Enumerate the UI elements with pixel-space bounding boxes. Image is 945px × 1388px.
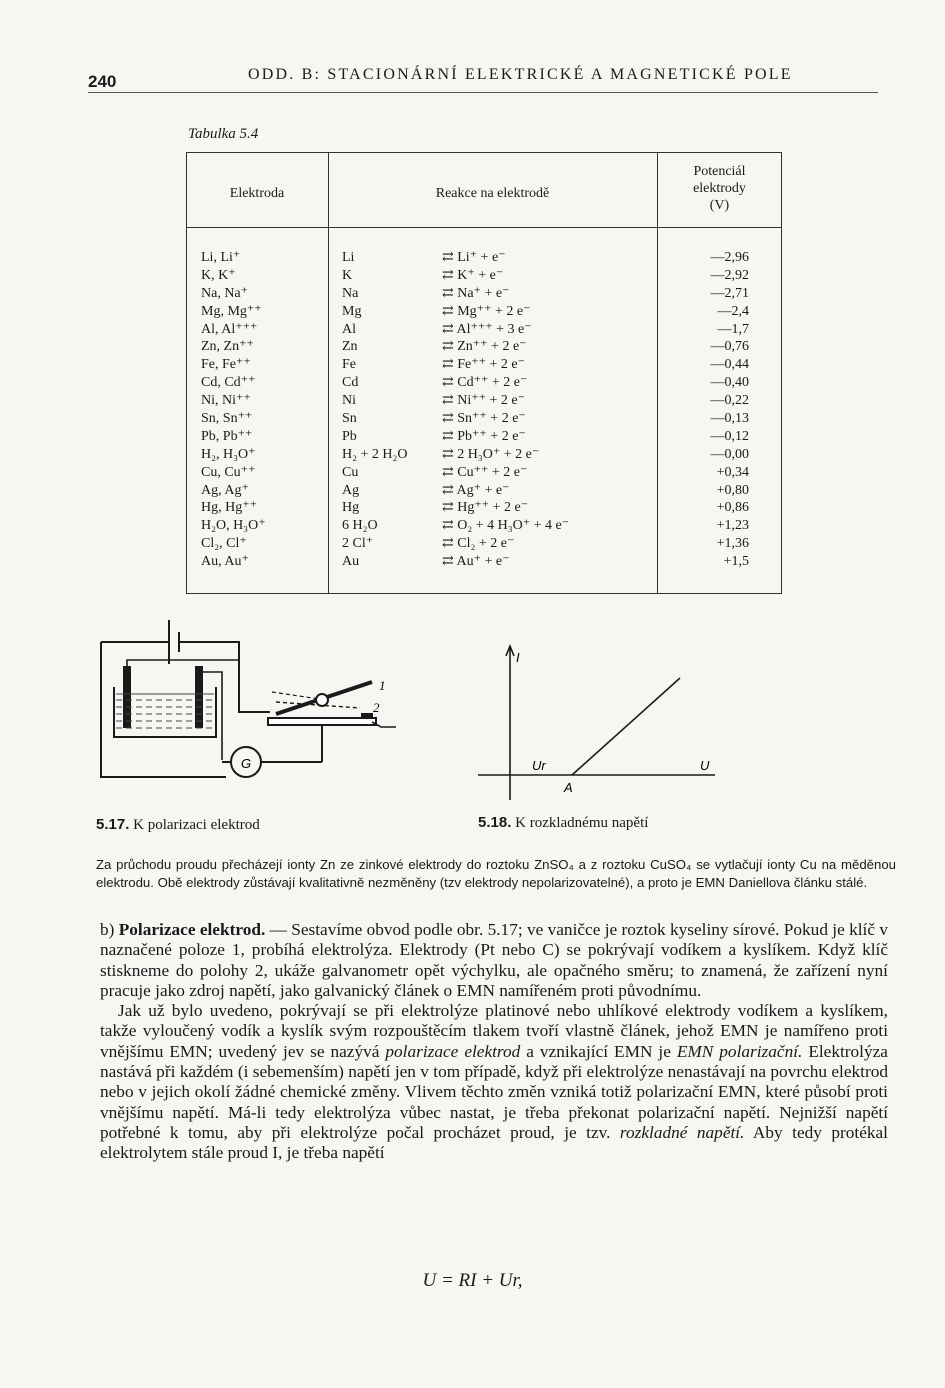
reaction-right-cell: ⇄ Ag⁺ + e⁻ — [442, 482, 510, 498]
reaction-left-cell: Na — [342, 285, 359, 301]
galvanometer-label: G — [241, 756, 252, 771]
reaction-right-cell: ⇄ Na⁺ + e⁻ — [442, 285, 510, 301]
potential-cell: +0,86 — [716, 500, 749, 516]
table-row — [186, 553, 782, 571]
electrode-cell: Hg, Hg⁺⁺ — [201, 500, 257, 516]
reaction-left-cell: Cu — [342, 464, 359, 480]
electrode-cell: Na, Na⁺ — [201, 285, 249, 301]
reaction-left-cell: Hg — [342, 500, 360, 516]
reaction-left-cell: Cd — [342, 375, 359, 391]
small-print-note: Za průchodu proudu přecházejí ionty Zn ze zinkové elektrody do roztoku ZnSO₄ a z roztoku CuSO₄ se vytlačují ionty Cu na měděnou elektrodu. Obě elektrody zůstávají kvalitativně nezměněny (tzv elektrody nepolarizovatelné), a proto je EMN Daniellova článku stálé. — [96, 857, 896, 890]
potential-cell: —0,00 — [710, 446, 749, 462]
reaction-right-cell: ⇄ O₂ + 4 H₃O⁺ + 4 e⁻ — [442, 518, 570, 534]
position-2-label: 2 — [373, 700, 380, 715]
reaction-right-cell: ⇄ Zn⁺⁺ + 2 e⁻ — [442, 339, 527, 355]
electrode-cell: Zn, Zn⁺⁺ — [201, 339, 254, 355]
figure-5-18-number: 5.18. — [478, 814, 512, 831]
table-row — [186, 464, 782, 482]
electrode-cell: Ag, Ag⁺ — [201, 482, 249, 498]
electrode-cell: Al, Al⁺⁺⁺ — [201, 321, 258, 337]
reaction-left-cell: Al — [342, 321, 356, 337]
table-row — [186, 499, 782, 517]
formula: U = RI + Ur, — [422, 1270, 523, 1291]
electrode-cell: Ni, Ni⁺⁺ — [201, 393, 251, 409]
reaction-left-cell: Pb — [342, 428, 357, 444]
electrode-cell: Au, Au⁺ — [201, 554, 249, 570]
potential-cell: +1,5 — [723, 554, 749, 570]
table-row — [186, 446, 782, 464]
reaction-right-cell: ⇄ Cl₂ + 2 e⁻ — [442, 536, 515, 552]
header-potential-unit: (V) — [709, 198, 730, 213]
electrode-cell: Pb, Pb⁺⁺ — [201, 428, 253, 444]
reaction-left-cell: 2 Cl⁺ — [342, 536, 374, 552]
header-potential-line2: elektrody — [693, 181, 746, 196]
table-row — [186, 356, 782, 374]
figure-5-17-number: 5.17. — [96, 816, 130, 833]
potential-cell: +1,23 — [716, 518, 749, 534]
electrode-cell: K, K⁺ — [201, 267, 236, 283]
table-row — [186, 338, 782, 356]
potential-cell: —2,4 — [717, 303, 749, 319]
reaction-right-cell: ⇄ K⁺ + e⁻ — [442, 267, 504, 283]
table-row — [186, 303, 782, 321]
potential-cell: —0,76 — [710, 339, 749, 355]
table-row — [186, 374, 782, 392]
reaction-right-cell: ⇄ Pb⁺⁺ + 2 e⁻ — [442, 428, 526, 444]
table-row — [186, 249, 782, 267]
table-row — [186, 392, 782, 410]
table-row — [186, 535, 782, 553]
header-potential — [657, 163, 782, 214]
electrode-cell: Cl₂, Cl⁺ — [201, 536, 247, 552]
paragraph-explanation: Jak už bylo uvedeno, pokrývají se při elektrolýze platinové nebo uhlíkové elektrody vodíkem a kyslíkem, takže vyloučený vodík a kyslík svým rozpouštěcím tlakem tvoří vlastně článek, jehož EMN je namířeno proti vnějšímu EMN; uvedený jev se nazývá polarizace elektrod a vznikající EMN je EMN polarizační. Elektrolýza nastává při každém (i sebemenším) napětí jen v tom případě, když při elektrolýze nenastávají na povrchu elektrod nebo v jejich okolí žádné chemické změny. Vlivem těchto změn vzniká totiž polarizační EMN, které působí proti vnějšímu napětí. Má-li tedy elektrolýza vůbec nastat, je třeba překonat polarizační napětí. Nejnižší napětí potřebné k tomu, aby při elektrolýze počal procházet proud, je tzv. rozkladné napětí. Aby tedy protékal elektrolytem stále proud I, je třeba napětí — [100, 1001, 888, 1163]
reaction-right-cell: ⇄ Au⁺ + e⁻ — [442, 554, 510, 570]
reaction-left-cell: Fe — [342, 357, 356, 373]
table-row — [186, 321, 782, 339]
potential-cell: —0,13 — [710, 411, 749, 427]
potential-cell: +1,36 — [716, 536, 749, 552]
table-row — [186, 517, 782, 535]
electrode-cell: H₂, H₃O⁺ — [201, 446, 256, 462]
axis-x-label: U — [700, 758, 710, 773]
potential-cell: —2,71 — [710, 285, 749, 301]
reaction-left-cell: Zn — [342, 339, 358, 355]
reaction-right-cell: ⇄ Al⁺⁺⁺ + 3 e⁻ — [442, 321, 532, 337]
axis-y-label: I — [516, 650, 520, 665]
reaction-right-cell: ⇄ Cu⁺⁺ + 2 e⁻ — [442, 464, 528, 480]
electrode-potential-table — [186, 152, 782, 594]
potential-cell: —1,7 — [717, 321, 749, 337]
reaction-left-cell: Mg — [342, 303, 362, 319]
figure-5-18-caption — [478, 814, 648, 832]
reaction-right-cell: ⇄ Fe⁺⁺ + 2 e⁻ — [442, 357, 526, 373]
header-electrode: Elektroda — [229, 186, 285, 201]
reaction-left-cell: Ni — [342, 393, 356, 409]
table-caption: Tabulka 5.4 — [188, 126, 259, 142]
position-1-label: 1 — [379, 678, 386, 693]
reaction-right-cell: ⇄ 2 H₃O⁺ + 2 e⁻ — [442, 446, 540, 462]
reaction-right-cell: ⇄ Ni⁺⁺ + 2 e⁻ — [442, 393, 526, 409]
electrode-cell: Cu, Cu⁺⁺ — [201, 464, 256, 480]
reaction-left-cell: Ag — [342, 482, 360, 498]
reaction-right-cell: ⇄ Hg⁺⁺ + 2 e⁻ — [442, 500, 529, 516]
reaction-left-cell: Au — [342, 554, 360, 570]
electrode-cell: Li, Li⁺ — [201, 250, 241, 265]
table-row — [186, 482, 782, 500]
potential-cell: —0,22 — [710, 393, 749, 409]
table-body — [186, 249, 782, 571]
potential-cell: —0,40 — [710, 375, 749, 391]
potential-cell: —2,92 — [710, 267, 749, 283]
potential-cell: —2,96 — [710, 250, 749, 265]
table-row — [186, 410, 782, 428]
electrode-cell: Fe, Fe⁺⁺ — [201, 357, 251, 373]
reaction-left-cell: Sn — [342, 411, 357, 427]
table-row — [186, 428, 782, 446]
reaction-right-cell: ⇄ Mg⁺⁺ + 2 e⁻ — [442, 303, 531, 319]
page-number: 240 — [88, 72, 117, 91]
figure-5-17-caption — [96, 816, 260, 834]
header-reaction: Reakce na elektrodě — [435, 186, 550, 201]
electrode-cell: Sn, Sn⁺⁺ — [201, 411, 253, 427]
potential-cell: —0,44 — [710, 357, 749, 373]
reaction-left-cell: K — [342, 267, 353, 283]
point-a-label: A — [564, 780, 573, 795]
figure-5-17-text: K polarizaci elektrod — [133, 817, 260, 833]
figure-decomposition-voltage — [470, 640, 720, 805]
electrode-cell: Cd, Cd⁺⁺ — [201, 375, 256, 391]
reaction-right-cell: ⇄ Cd⁺⁺ + 2 e⁻ — [442, 375, 528, 391]
electrode-cell: Mg, Mg⁺⁺ — [201, 303, 262, 319]
ur-label: Ur — [532, 758, 546, 773]
body-text — [100, 920, 888, 1164]
running-head: ODD. B: STACIONÁRNÍ ELEKTRICKÉ A MAGNETICKÉ POLE — [248, 66, 793, 83]
paragraph-polarization: b) Polarizace elektrod. — Sestavíme obvod podle obr. 5.17; ve vaničce je roztok kyseliny sírové. Pokud je klíč v naznačené poloze 1, probíhá elektrolýza. Elektrody (Pt nebo C) se pokrývají vodíkem a kyslíkem. Když klíč stiskneme do polohy 2, ukáže galvanometr opět výchylku, ale opačného směru; to znamená, že zařízení nyní pracuje jako zdroj napětí, jako galvanický článek o EMN namířeném proti původnímu. — [100, 920, 888, 1000]
header-potential-line1: Potenciál — [693, 164, 746, 179]
section-heading: Polarizace elektrod. — [118, 920, 266, 939]
table-row — [186, 267, 782, 285]
potential-cell: —0,12 — [710, 428, 749, 444]
potential-cell: +0,80 — [716, 482, 749, 498]
reaction-right-cell: ⇄ Li⁺ + e⁻ — [442, 250, 506, 265]
figure-polarization-circuit — [96, 612, 396, 812]
running-header — [88, 64, 878, 93]
reaction-left-cell: H₂ + 2 H₂O — [342, 446, 408, 462]
reaction-right-cell: ⇄ Sn⁺⁺ + 2 e⁻ — [442, 411, 526, 427]
table-row — [186, 285, 782, 303]
figure-5-18-text: K rozkladnému napětí — [515, 815, 649, 831]
potential-cell: +0,34 — [716, 464, 749, 480]
electrode-cell: H₂O, H₃O⁺ — [201, 518, 266, 534]
reaction-left-cell: Li — [342, 250, 355, 265]
reaction-left-cell: 6 H₂O — [342, 518, 378, 534]
